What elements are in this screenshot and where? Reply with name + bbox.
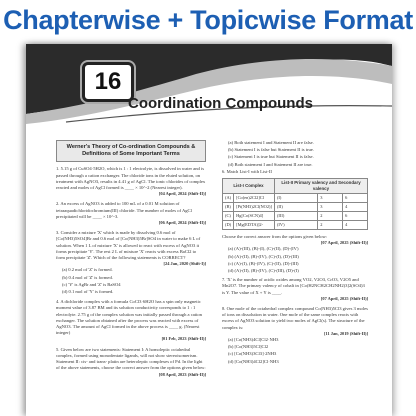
option: (a) 0.2 mol of 'Z' is formed.: [62, 267, 113, 273]
table-cell: 2: [318, 212, 343, 221]
table-cell: (III): [274, 212, 317, 221]
table-cell: (A): [223, 194, 234, 203]
right-column: [222, 140, 368, 369]
book-page: [26, 44, 392, 416]
table-cell: [Mg(EDTA)]2-: [234, 221, 275, 230]
question-7: [222, 277, 368, 302]
table-cell: (D): [223, 221, 234, 230]
question-source: [11 Jan, 2019 (Shift-II)]: [324, 330, 368, 336]
question-source: [07 April, 2025 (Shift-II)]: [320, 295, 368, 301]
option: (c) Statement I is true but Statement II is false.: [228, 154, 314, 160]
question-text: 1. 5.15 g of CuSO4·5H2O, which is 1 : 1 electrolyte, is dissolved in water and is passed through a cation exchanger. The chloride ions in the eluted solution, on treatment with AgNO3, results in 4.41 g of AgCl. The ionic chlorides of complex reacted and moles of AgCl formed is ____ × 10^-2 (Nearest integer).: [56, 166, 206, 191]
option: (b) [Co(NH3)5Cl]Cl2: [228, 344, 269, 350]
table-cell: (II): [274, 203, 317, 212]
table-header-row: [223, 179, 368, 194]
option: (b) Statement I is false but Statement II is true.: [228, 147, 314, 153]
chapter-title: Coordination Compounds: [128, 95, 313, 112]
table-cell: 6: [343, 212, 368, 221]
question-source: [04 April, 2024 (Shift-II)]: [158, 191, 206, 197]
header-swoosh: [26, 44, 392, 134]
question-5: [56, 347, 206, 378]
section-box-title: Werner's Theory of Co-ordination Compounds & Definitions of Some Important Terms: [56, 140, 206, 162]
option: (c) (A)-(I), (B)-(IV), (C)-(II), (D)-(III): [228, 260, 299, 266]
option: (a) (A)-(III), (B)-(I), (C)-(II), (D)-(IV): [228, 246, 299, 252]
option: (d) [Co(NH3)4Cl2]Cl·NH3: [228, 358, 279, 364]
table-cell: 4: [343, 203, 368, 212]
table-header: List-I Complex: [223, 179, 275, 194]
table-header: List-II Primary valency and Secondary valency: [274, 179, 367, 194]
question-source: [07 April, 2025 (Shift-II)]: [320, 240, 368, 246]
question-source: [06 April, 2024 (Shift-II)]: [158, 220, 206, 226]
question-text: 3. Consider a mixture 'X' which is made by dissolving 0.6 mol of [Co(NH3)5SO4]Br and 0.6 mol of [Co(NH3)5Br]SO4 in water to make 6 L of solution. When 1 L of mixture 'X' is allowed to react with excess of AgNO3 it forms precipitate 'Y'. The rest 2 L of mixture 'X' reacts with excess BaCl2 to form precipitate 'Z'. Which of the following statements is CORRECT?: [56, 230, 201, 261]
table-cell: 6: [343, 194, 368, 203]
option: (c) [Co(NH3)3Cl3]·2NH3: [228, 351, 277, 357]
table-cell: [Pt(NH3)2Cl(NO2)]: [234, 203, 275, 212]
option: (a) Both statement I and Statement II are false.: [228, 140, 314, 145]
question-8: [222, 306, 368, 365]
question-instruction: Choose the correct answer from the options given below:: [222, 234, 328, 240]
option: (b) 0.4 mol of 'Z' is formed.: [62, 274, 113, 280]
table-cell: 4: [343, 221, 368, 230]
chapter-number: 16: [82, 62, 134, 102]
table-cell: (IV): [274, 221, 317, 230]
table-cell: (C): [223, 212, 234, 221]
question-source: [01 Feb, 2023 (Shift-II)]: [161, 336, 206, 342]
table-row: [223, 221, 368, 230]
banner-title: Chapterwise + Topicwise Format: [3, 4, 413, 35]
question-text: 4. A dichloride complex with a formula CoCl3·6H2O has a spin only magnetic moment value of 3.87 BM and its solution conductivity corresponds to 1 : 1 electrolyte. 2.75 g of the complex solution was initially passed through a cation exchanger. The solution obtained after the process was reacted with excess of AgNO3. The amount of AgCl formed in the above process is ____ g. (Nearest integer): [56, 299, 202, 336]
table-cell: [Co(en)2Cl2]Cl: [234, 194, 275, 203]
question-2: [56, 201, 206, 226]
table-cell: 2: [318, 221, 343, 230]
table-cell: 3: [318, 203, 343, 212]
question-3: [56, 230, 206, 295]
banner: [0, 0, 416, 40]
match-table: [222, 178, 368, 230]
table-cell: (I): [274, 194, 317, 203]
question-text: 8. One mole of the octahedral complex compound Co(NH3)5Cl3 gives 3 moles of ions on dissolution in water. One mole of the same complex reacts with excess of AgNO3 solution to yield two moles of AgCl(s). The structure of the complex is:: [222, 306, 368, 330]
question-4: [56, 299, 206, 342]
question-text: 7. 'X' is the number of acidic oxides among VO2, V2O3, CrO3, V2O5 and Mn2O7. The primary valency of cobalt in [Co(H2NCH2CH2NH2)3]2(SO4)3 is Y. The value of X + Y is ____.: [222, 277, 365, 295]
table-cell: (B): [223, 203, 234, 212]
option: (a) [Co(NH3)4Cl]Cl2·NH3: [228, 337, 279, 343]
table-row: [223, 212, 368, 221]
option: (d) (A)-(II), (B)-(IV), (C)-(III), (D)-(I): [228, 268, 299, 274]
table-cell: 3: [318, 194, 343, 203]
question-source: [24 Jan, 2020 (Shift-I)]: [163, 261, 206, 267]
option: (b) (A)-(II), (B)-(IV), (C)-(I), (D)-(III): [228, 253, 299, 259]
question-source: [08 April, 2023 (Shift-II)]: [158, 371, 206, 377]
left-column: [56, 140, 206, 382]
question-1: [56, 166, 206, 197]
question-text: 5. Given below are two statements: Statement I: A homoleptic octahedral complex, formed using monodentate ligands, will not show stereoisomerism. Statement II: cis- and trans- platin are heteroleptic complexes of Pd. In the light of the above statements, choose the correct answer from the options given below:: [56, 346, 206, 371]
option: (c) 'Y' is AgBr and 'Z' is BaSO4: [62, 281, 121, 287]
table-row: [223, 203, 368, 212]
table-row: [223, 194, 368, 203]
question-text: 2. An excess of AgNO3 is added to 100 mL of a 0.01 M solution of tetraaquadichloridochromium(III) chloride. The number of moles of AgCl precipitated will be ____ × 10^-3.: [56, 201, 192, 219]
table-cell: Hg[Co(SCN)4]: [234, 212, 275, 221]
option: (d) Both statement I and Statement II are true.: [228, 161, 313, 167]
option: (d) 0.1 mol of 'Y' is formed.: [62, 289, 114, 295]
question-6: 6. Match List-I with List-II: [222, 168, 272, 174]
